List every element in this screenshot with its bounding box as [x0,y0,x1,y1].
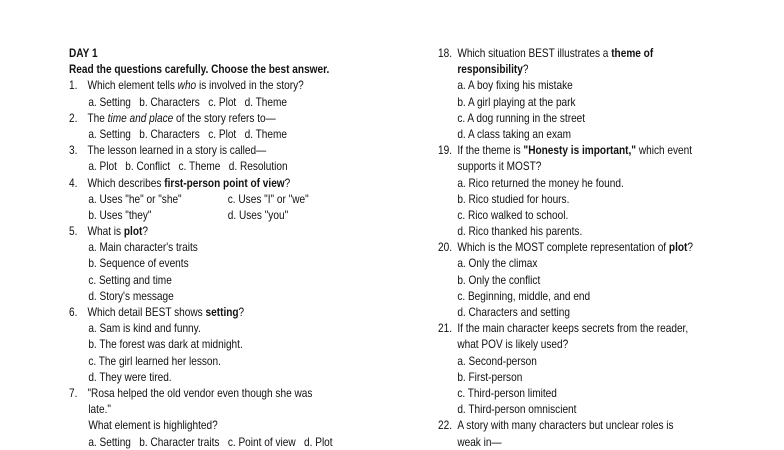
question-1: 1. Which element tells who is involved in the story? [69,78,304,93]
option-b: b. The forest was dark at midnight. [88,337,243,352]
option-b: b. A girl playing at the park [457,94,576,109]
question-2-options: a. Setting b. Characters c. Plot d. Theme [88,126,288,141]
question-3: 3. The lesson learned in a story is called— [69,143,267,158]
question-22-line2: weak in— [457,434,502,449]
question-19-line2: supports it MOST? [457,159,542,174]
question-1-options: a. Setting b. Characters c. Plot d. Theme [88,94,288,109]
option-a: a. A boy fixing his mistake [457,78,573,93]
option-c: c. Rico walked to school. [457,207,569,222]
option-b: b. First-person [457,369,523,384]
option-c: c. Beginning, middle, and end [457,288,591,303]
option-a: a. Main character's traits [88,240,198,255]
option-d: d. Third-person omniscient [457,402,577,417]
option-c: c. Setting and time [88,272,172,287]
option-c: c. The girl learned her lesson. [88,353,221,368]
option-d: d. A class taking an exam [457,126,572,141]
question-19: 19. If the theme is "Honesty is important," which event [438,143,693,158]
question-4: 4. Which describes first-person point of view? [69,175,291,190]
option-d: d. Uses "you" [227,207,289,222]
question-7-prompt: What element is highlighted? [88,418,218,433]
question-2: 2. The time and place of the story refers to— [69,110,276,125]
question-7-line2: late." [88,402,111,417]
option-b: b. Only the conflict [457,272,541,287]
option-d: d. Story's message [88,288,174,303]
question-7-options: a. Setting b. Character traits c. Point of view d. Plot [88,434,333,449]
option-b: b. Sequence of events [88,256,189,271]
question-18: 18. Which situation BEST illustrates a theme of [438,46,654,60]
left-column [69,45,399,450]
option-a: a. Uses "he" or "she" [88,191,182,206]
option-a: a. Rico returned the money he found. [457,175,624,190]
question-18-line2: responsibility? [457,62,529,77]
question-21-line2: what POV is likely used? [457,337,569,352]
question-7: 7. "Rosa helped the old vendor even though she was [69,385,313,400]
option-a: a. Second-person [457,353,537,368]
option-d: d. They were tired. [88,369,172,384]
question-6: 6. Which detail BEST shows setting? [69,305,245,319]
option-b: b. Rico studied for hours. [457,191,570,206]
option-c: c. Third-person limited [457,385,557,400]
option-d: d. Rico thanked his parents. [457,224,583,239]
option-c: c. Uses "I" or "we" [227,191,309,206]
option-a: a. Sam is kind and funny. [88,321,201,336]
instructions: Read the questions carefully. Choose the best answer. [69,62,330,77]
question-22: 22. A story with many characters but unclear roles is [438,418,674,433]
question-4-options-row2 [69,207,346,223]
question-4-options-row1 [69,191,346,207]
option-b: b. Uses "they" [88,207,152,222]
option-c: c. A dog running in the street [457,110,586,125]
right-column [438,45,758,450]
question-20: 20. Which is the MOST complete representation of plot? [438,240,694,255]
question-3-options: a. Plot b. Conflict c. Theme d. Resolution [88,159,288,174]
day-heading: DAY 1 [69,46,98,60]
option-d: d. Characters and setting [457,305,570,319]
question-21: 21. If the main character keeps secrets from the reader, [438,321,689,336]
question-5: 5. What is plot? [69,224,148,239]
option-a: a. Only the climax [457,256,538,271]
